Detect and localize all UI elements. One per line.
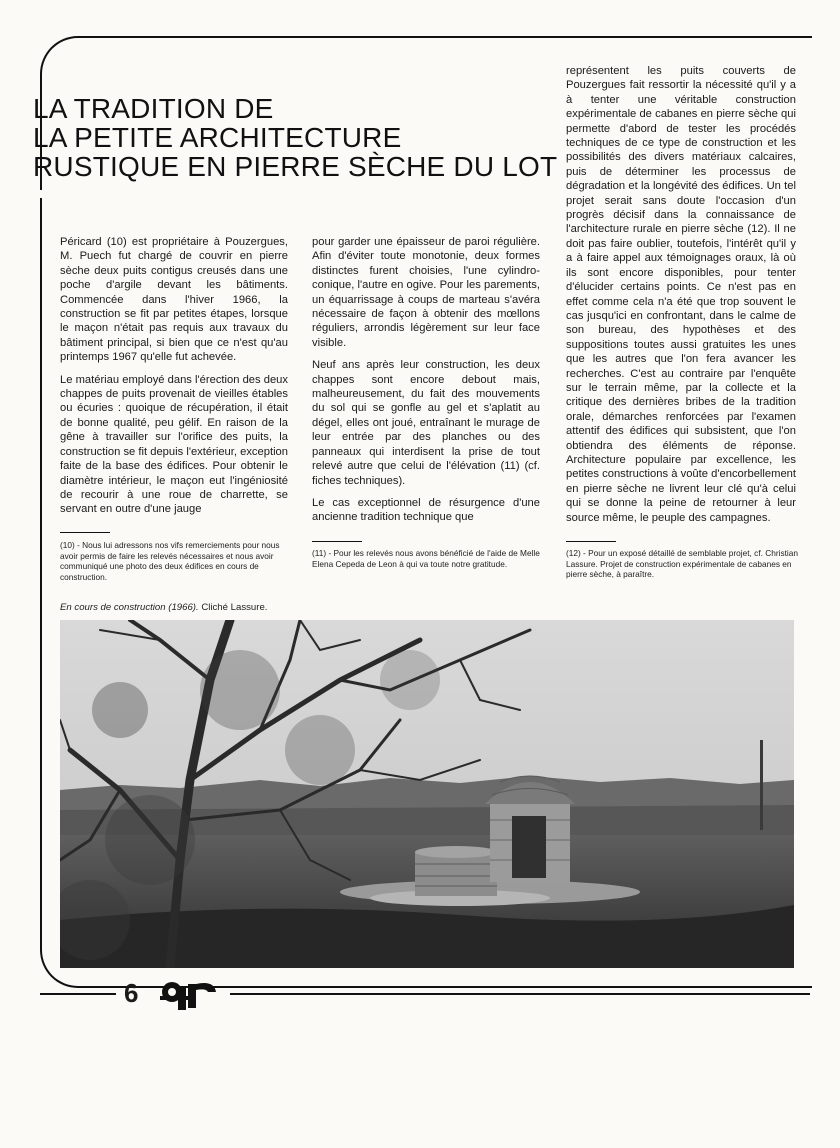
footnote-rule — [566, 541, 616, 542]
footnote-12: (12) - Pour un exposé détaillé de semblable projet, cf. Christian Lassure. Projet de construction expérimentale de cabanes en pierre sèche, à paraître. — [566, 548, 798, 580]
page-number: 6 — [124, 978, 139, 1008]
title-line-1: LA TRADITION DE — [33, 93, 274, 124]
caption-credit: Cliché Lassure. — [198, 602, 268, 613]
paragraph: Neuf ans après leur construction, les deux chappes sont encore debout mais, malheureusement, du fait des mouvements du sol qui se gonfle au gel et s'aplatit au dégel, elles ont joué, entraînant le murage de leur entrée par des planches ou des panneaux qui interdisent la prise de tout relevé autre que celui de l'élévation (11) (cf. fiches techniques). — [312, 359, 540, 487]
footnote-rule — [60, 532, 110, 533]
paragraph: pour garder une épaisseur de paroi régulière. Afin d'éviter toute monotonie, deux formes distinctes furent choisies, l'une cylindro-conique, l'autre en ogive. Pour les parements, un équarrissage à coups de marteau s'avéra nécessaire de façon à obtenir des mœllons réguliers, arrondis légèrement sur leur face visible. — [312, 236, 540, 349]
article-title — [33, 93, 558, 182]
photo-illustration — [60, 620, 794, 968]
footnote-rule — [312, 541, 362, 542]
footnote-11: (11) - Pour les relevés nous avons bénéficié de l'aide de Melle Elena Cepeda de Leon à qui va toute notre gratitude. — [312, 548, 540, 569]
photo-caption — [60, 602, 267, 613]
text-column-2 — [312, 235, 540, 533]
footer-rule-right — [230, 993, 810, 995]
text-column-1 — [60, 235, 288, 525]
paragraph: Péricard (10) est propriétaire à Pouzergues, M. Puech fut chargé de couvrir en pierre sèche deux puits contigus creusés dans une poche d'argile devant les bâtiments. Commencée dans l'hiver 1966, la construction se fit par petites étapes, lorsque le maçon n'était pas requis aux travaux du bâtiment principal, si bien que ce n'est qu'au printemps 1967 qu'elle fut achevée. — [60, 236, 288, 364]
footer-rule-left — [40, 993, 116, 995]
logo-mark-icon — [156, 980, 220, 1010]
photograph-well-construction — [60, 620, 794, 968]
publication-logo — [156, 980, 220, 1015]
frame-gap — [36, 190, 50, 198]
paragraph: Le matériau employé dans l'érection des deux chappes de puits provenait de vieilles étables ou écuries : quoique de récupération, il était de bonne qualité, peu gélif. En raison de la gêne à travailler sur l'orifice des puits, la construction se fit depuis l'extérieur, exception faite de la base des édifices. Pour obtenir le diamètre intérieur, le maçon eut l'ingéniosité de recourir à une roue de charrette, se servant en outre d'une jauge — [60, 373, 288, 516]
title-line-3: RUSTIQUE EN PIERRE SÈCHE DU LOT — [33, 151, 558, 182]
footnote-10: (10) - Nous lui adressons nos vifs remerciements pour nous avoir permis de faire les relevés nécessaires et nous avoir communiqué une photo des deux édifices en cours de construction. — [60, 540, 280, 582]
paragraph: Le cas exceptionnel de résurgence d'une ancienne tradition technique que — [312, 496, 540, 524]
paragraph: représentent les puits couverts de Pouzergues fait ressortir la nécessité qu'il y a à tenter une véritable construction expérimentale de cabanes en pierre sèche qui permette d'abord de tester les procédés techniques de ce type de construction et les possibilités des divers matériaux calcaires, puis de déterminer les processus de dégradation et la longévité des édifices. Un tel projet serait sans doute l'occasion d'un progrès décisif dans la connaissance de l'architecture rurale en pierre sèche (12). Il ne doit pas faire oublier, toutefois, l'intérêt qu'il y a à faire appel aux témoignages oraux, là où ils sont encore disponibles, pour tenter d'élucider certains points. Ce n'est pas en effet comme cela n'a été que trop souvent le cas jusqu'ici en confrontant, dans le calme de son bureau, des hypothèses et des suppositions toutes aussi gratuites les unes que les autres que l'on fera avancer les recherches. C'est au contraire par l'enquête sur le terrain même, par la collecte et la critique des dernières bribes de la tradition orale, démarches renforcées par l'examen attentif des édifices qui subsistent, que l'on obtiendra des éléments de réponse. Architecture populaire par excellence, les petites constructions à voûte d'encorbellement en pierre sèche ne livrent leur clé qu'à celui qui se donne la peine de retourner à leur source même, le peuple des campagnes. — [566, 65, 796, 524]
caption-italic: En cours de construction (1966). — [60, 602, 199, 613]
text-column-3 — [566, 64, 796, 533]
title-line-2: LA PETITE ARCHITECTURE — [33, 122, 402, 153]
